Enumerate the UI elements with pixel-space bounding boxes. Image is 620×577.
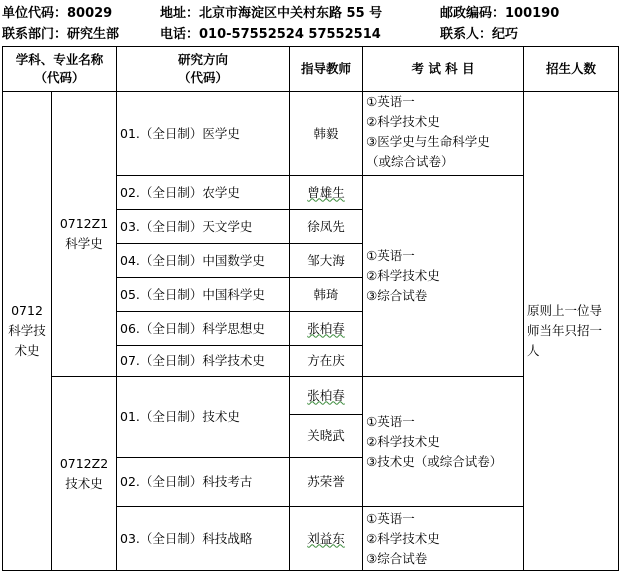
direction-cell: 02.（全日制）农学史 bbox=[117, 176, 290, 210]
header-advisor: 指导教师 bbox=[290, 47, 363, 92]
direction-cell: 01.（全日制）技术史 bbox=[117, 377, 290, 458]
exam-cell: ①英语一 ②科学技术史 ③综合试卷 bbox=[363, 176, 524, 377]
direction-cell: 07.（全日制）科学技术史 bbox=[117, 346, 290, 377]
direction-cell: 04.（全日制）中国数学史 bbox=[117, 244, 290, 278]
advisor-cell: 徐凤先 bbox=[290, 210, 363, 244]
major-cell: 0712Z2 技术史 bbox=[52, 377, 117, 571]
exam-cell: ①英语一 ②科学技术史 ③技术史（或综合试卷） bbox=[363, 377, 524, 507]
direction-cell: 01.（全日制）医学史 bbox=[117, 92, 290, 176]
unit-code: 单位代码：80029 bbox=[2, 6, 113, 21]
phone: 电话：010-57552524 57552514 bbox=[160, 27, 381, 42]
direction-cell: 03.（全日制）科技战略 bbox=[117, 507, 290, 571]
contact-person: 联系人：纪巧 bbox=[440, 27, 519, 42]
advisor-cell: 刘益东 bbox=[290, 507, 363, 571]
table-row bbox=[3, 92, 619, 176]
advisor-cell: 邹大海 bbox=[290, 244, 363, 278]
major-cell: 0712Z1 科学史 bbox=[52, 92, 117, 377]
direction-cell: 06.（全日制）科学思想史 bbox=[117, 312, 290, 346]
advisor-cell: 关晓武 bbox=[290, 415, 363, 458]
direction-cell: 02.（全日制）科技考古 bbox=[117, 458, 290, 507]
exam-cell: ①英语一 ②科学技术史 ③医学史与生命科学史 （或综合试卷） bbox=[363, 92, 524, 176]
contact-department: 联系部门：研究生部 bbox=[2, 27, 120, 42]
advisor-cell: 方在庆 bbox=[290, 346, 363, 377]
exam-cell: ①英语一 ②科学技术史 ③综合试卷 bbox=[363, 507, 524, 571]
address: 地址：北京市海淀区中关村东路 55 号 bbox=[160, 6, 383, 21]
advisor-cell: 曾雄生 bbox=[290, 176, 363, 210]
advisor-cell: 张柏春 bbox=[290, 377, 363, 415]
enrollment-table bbox=[2, 46, 619, 571]
advisor-cell: 韩毅 bbox=[290, 92, 363, 176]
direction-cell: 03.（全日制）天文学史 bbox=[117, 210, 290, 244]
header-exam: 考 试 科 目 bbox=[363, 47, 524, 92]
contact-header bbox=[0, 0, 620, 46]
advisor-cell: 韩琦 bbox=[290, 278, 363, 312]
discipline-cell: 0712 科学技 术史 bbox=[3, 92, 52, 571]
advisor-cell: 苏荣誉 bbox=[290, 458, 363, 507]
header-direction: 研究方向 （代码） bbox=[117, 47, 290, 92]
header-subject: 学科、专业名称 （代码） bbox=[3, 47, 117, 92]
postcode: 邮政编码：100190 bbox=[440, 6, 560, 21]
direction-cell: 05.（全日制）中国科学史 bbox=[117, 278, 290, 312]
advisor-cell: 张柏春 bbox=[290, 312, 363, 346]
header-enroll: 招生人数 bbox=[524, 47, 619, 92]
enroll-note-cell: 原则上一位导 师当年只招一 人 bbox=[524, 92, 619, 571]
